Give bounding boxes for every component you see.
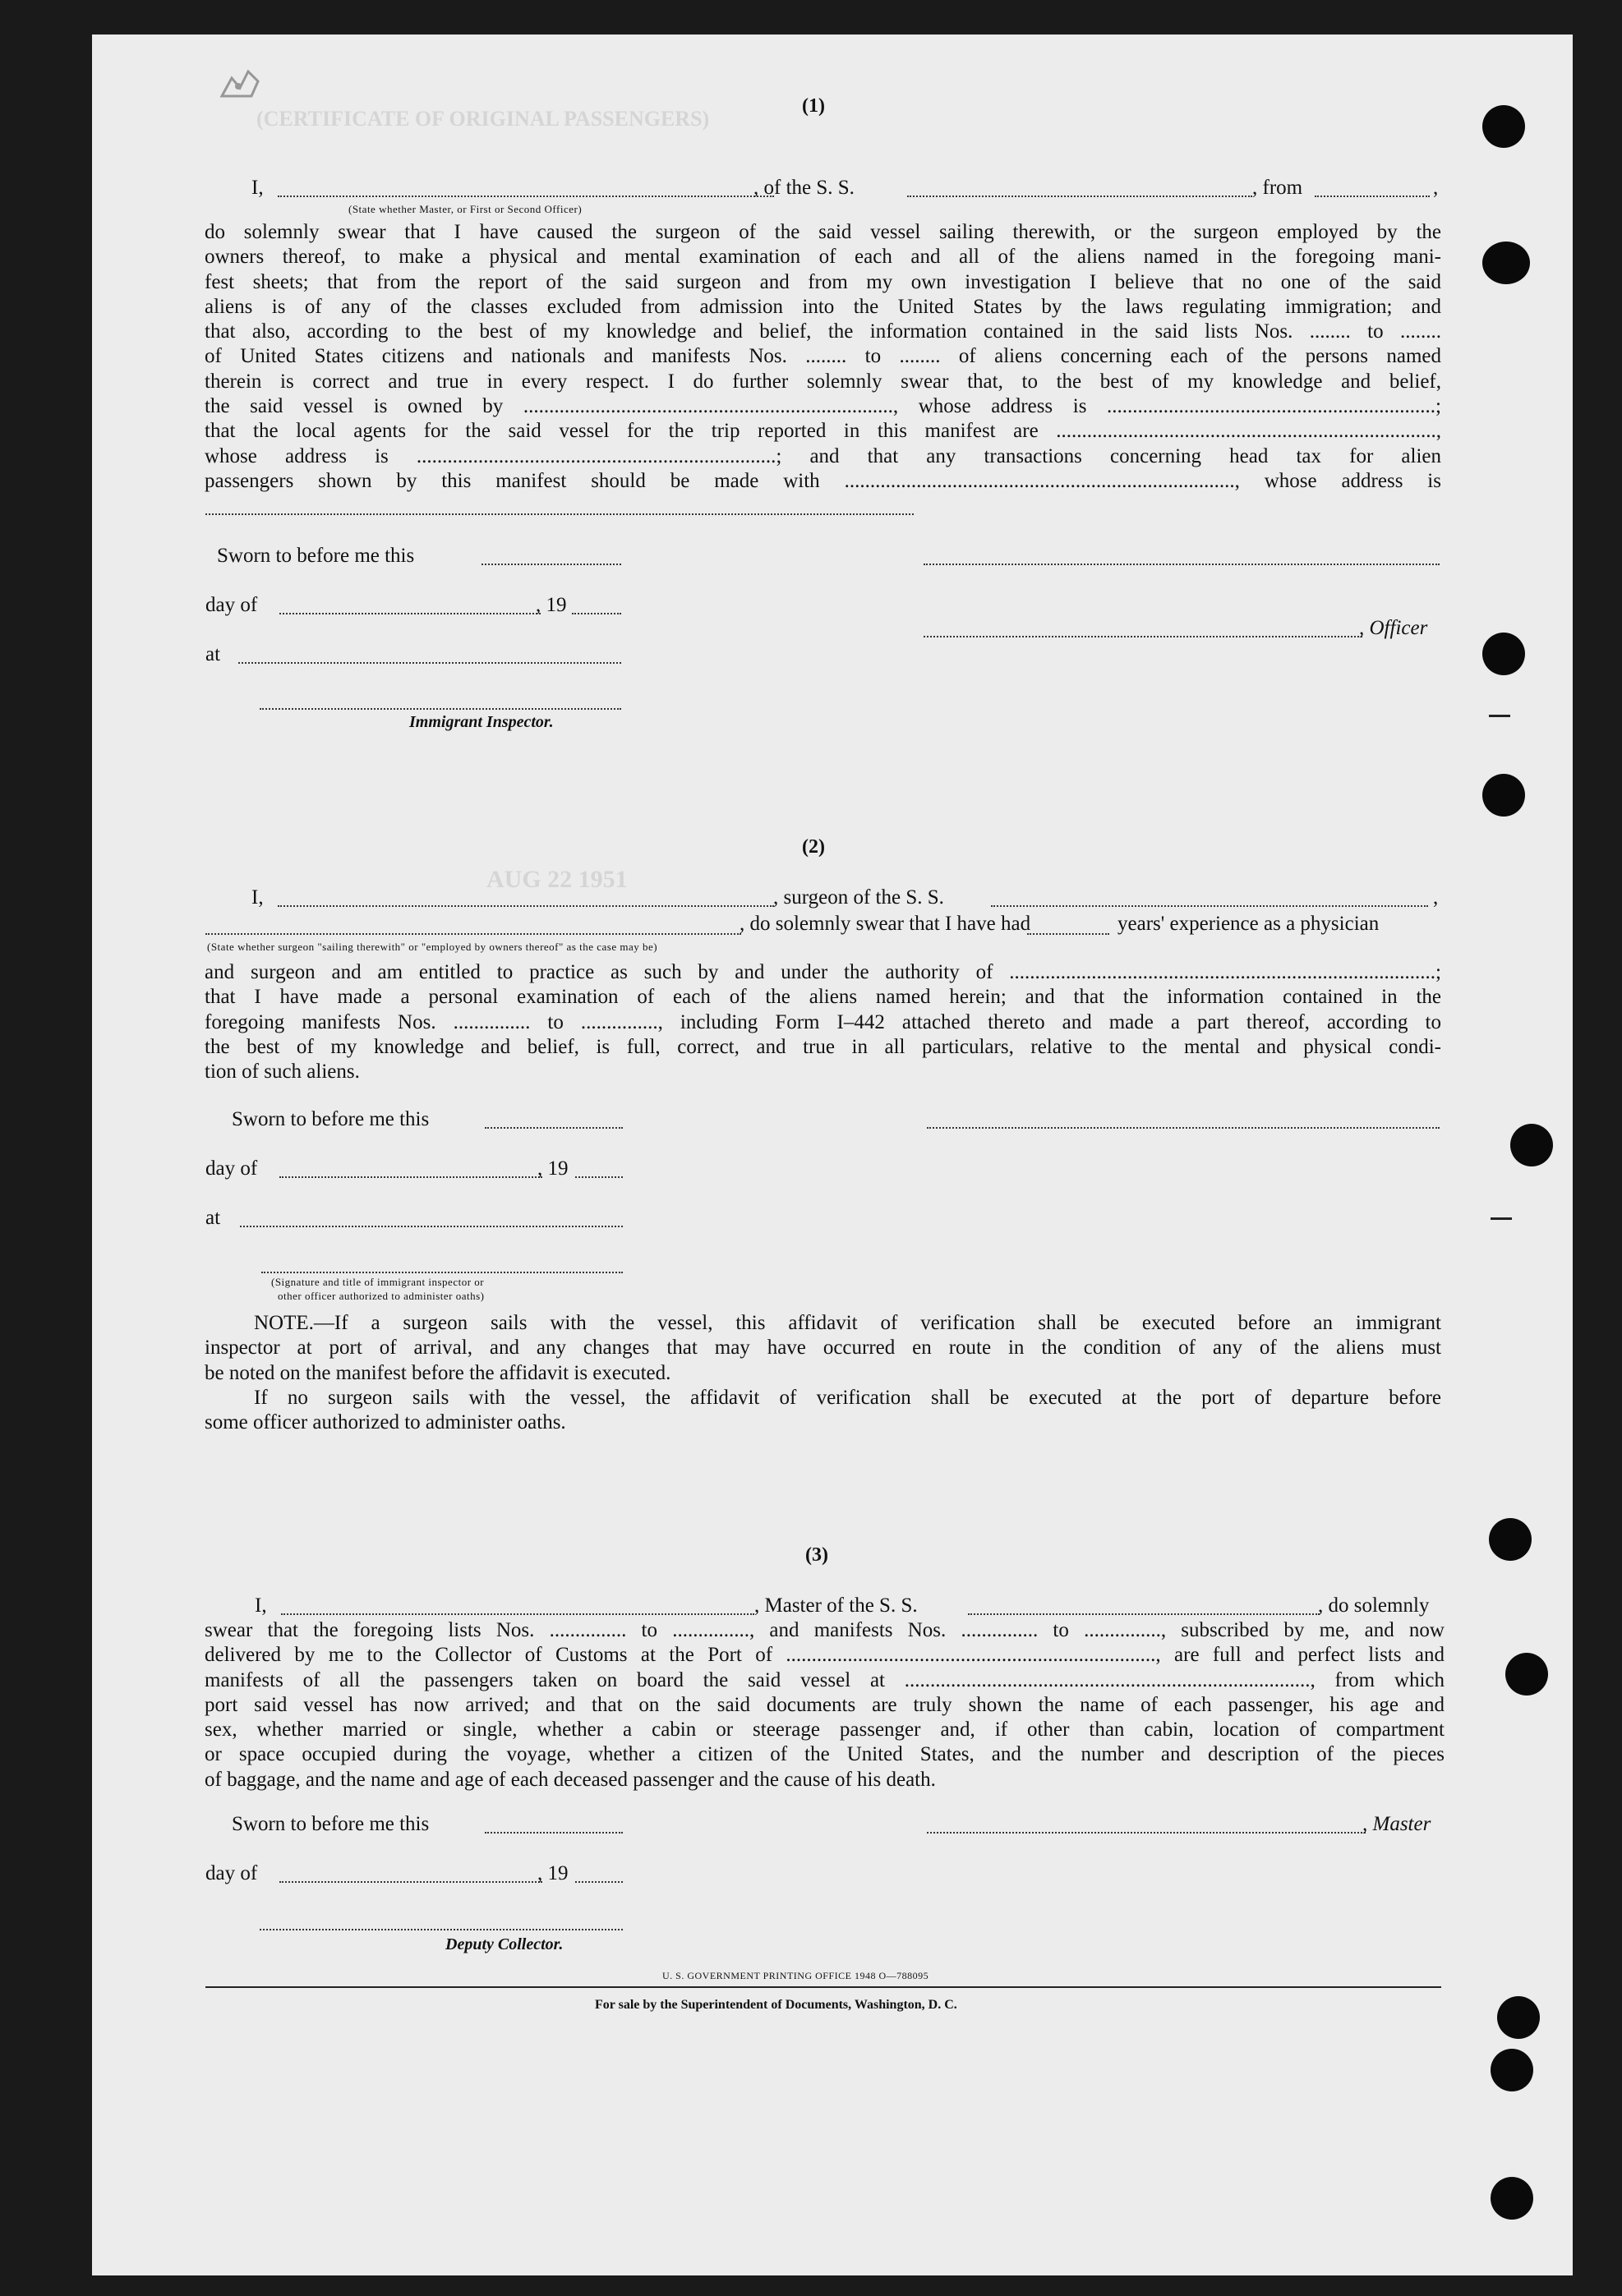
binder-hole xyxy=(1482,242,1530,284)
s1-line: that the local agents for the said vessel for the trip reported in this manifest are .........................................................................., xyxy=(205,420,1441,443)
binder-hole xyxy=(1497,1996,1540,2039)
s2-signature-note-2: other officer authorized to administer oaths) xyxy=(278,1290,485,1302)
s2-line: that I have made a personal examination of each of the aliens named herein; and that the information contained in the xyxy=(205,986,1441,1009)
s3-i-label: I, xyxy=(255,1594,267,1617)
binder-hole xyxy=(1505,1653,1548,1696)
binder-hole xyxy=(1491,2049,1533,2091)
s1-of-ss-label: , of the S. S. xyxy=(753,177,855,199)
section-2-number: (2) xyxy=(802,836,825,858)
s3-line: sex, whether married or single, whether a cabin or steerage passenger and, if other than cabin, location of compartment xyxy=(205,1719,1445,1742)
s2-years-label: years' experience as a physician xyxy=(1117,913,1380,935)
s1-officer-label: , Officer xyxy=(1359,617,1428,639)
s3-sworn-date-field[interactable] xyxy=(485,1832,623,1834)
s2-surgeon-signature-field[interactable] xyxy=(927,1127,1440,1129)
bleed-through-text: (CERTIFICATE OF ORIGINAL PASSENGERS) xyxy=(256,107,710,131)
s2-note-text xyxy=(205,1311,1441,1435)
s1-from-port-field[interactable] xyxy=(1315,196,1430,197)
section-3-number: (3) xyxy=(805,1544,828,1566)
s3-line: port said vessel has now arrived; and that on the said documents are truly shown the name of each passenger, his age and xyxy=(205,1693,1445,1716)
s1-day-of-label: day of xyxy=(205,594,258,616)
s3-year-field[interactable] xyxy=(575,1881,623,1883)
s3-line: or space occupied during the voyage, whether a citizen of the United States, and the number and description of the pieces xyxy=(205,1743,1445,1766)
s1-line: owners thereof, to make a physical and mental examination of each and all of the aliens named in the foregoing mani- xyxy=(205,246,1441,269)
s2-day-of-label: day of xyxy=(205,1157,258,1180)
s1-address-field[interactable] xyxy=(205,513,914,515)
s2-signature-note-1: (Signature and title of immigrant inspector or xyxy=(271,1276,485,1288)
s1-line: the said vessel is owned by ........................................................................, whose address is ................................................................; xyxy=(205,395,1441,418)
s3-line: manifests of all the passengers taken on board the said vessel at ..............................................................................., from which xyxy=(205,1668,1445,1691)
s2-surgeon-ss-label: , surgeon of the S. S. xyxy=(773,886,944,909)
document-page xyxy=(92,35,1573,2275)
s2-line: the best of my knowledge and belief, is full, correct, and true in all particulars, relative to the mental and physical condi- xyxy=(205,1035,1441,1058)
binder-hole xyxy=(1491,2177,1533,2220)
s2-line: foregoing manifests Nos. ............... to ..............., including Form I–442 attached thereto and made a part thereof, according to xyxy=(205,1010,1441,1033)
binder-hole xyxy=(1482,633,1525,675)
s2-years-field[interactable] xyxy=(1027,933,1109,935)
s1-at-place-field[interactable] xyxy=(238,662,621,664)
footer-rule xyxy=(205,1986,1441,1988)
s2-year-label: , 19 xyxy=(537,1157,569,1180)
s2-sworn-label: Sworn to before me this xyxy=(232,1108,430,1130)
s2-status-note: (State whether surgeon "sailing therewith" or "employed by owners thereof" as the case may be) xyxy=(207,941,658,953)
ink-stamp-mark xyxy=(215,63,265,108)
s3-master-name-field[interactable] xyxy=(281,1613,754,1615)
s1-officer-note: (State whether Master, or First or Second Officer) xyxy=(348,203,583,215)
s3-collector-signature-field[interactable] xyxy=(260,1929,623,1930)
printing-office-line: U. S. GOVERNMENT PRINTING OFFICE 1948 O—788095 xyxy=(662,1970,929,1981)
s1-line: of United States citizens and nationals and manifests Nos. ........ to ........ of aliens concerning each of the persons named xyxy=(205,345,1441,368)
s3-affidavit-text xyxy=(205,1618,1445,1792)
s2-line: and surgeon and am entitled to practice as such by and under the authority of ...................................................................................; xyxy=(205,961,1441,983)
s1-at-label: at xyxy=(205,643,221,665)
s2-note-line: some officer authorized to administer oaths. xyxy=(205,1411,566,1434)
bleed-through-stamp: AUG 22 1951 xyxy=(486,866,628,893)
s3-master-label: , Master xyxy=(1362,1813,1431,1835)
s1-from-label: , from xyxy=(1252,177,1303,199)
edge-mark xyxy=(1489,715,1510,717)
s1-year-field[interactable] xyxy=(572,613,621,614)
binder-hole xyxy=(1510,1124,1553,1166)
s1-officer-title-field[interactable] xyxy=(924,636,1362,637)
s1-year-label: , 19 xyxy=(536,594,567,616)
s2-affidavit-text xyxy=(205,960,1441,1084)
sale-notice: For sale by the Superintendent of Documents, Washington, D. C. xyxy=(595,1998,957,2012)
s3-master-signature-field[interactable] xyxy=(927,1832,1366,1834)
s1-comma: , xyxy=(1433,177,1439,199)
edge-mark xyxy=(1491,1217,1512,1220)
s3-line: delivered by me to the Collector of Customs at the Port of ........................................................................, are full and perfect lists and xyxy=(205,1644,1445,1667)
binder-hole xyxy=(1482,105,1525,148)
section-1-number: (1) xyxy=(802,95,825,117)
s1-line: fest sheets; that from the report of the said surgeon and from my own investigation I believe that no one of the said xyxy=(205,270,1441,293)
s1-line: passengers shown by this manifest should be made with ............................................................................, whose address is xyxy=(205,469,1441,492)
s3-vessel-name-field[interactable] xyxy=(968,1613,1320,1615)
s3-swear-label: , do solemnly xyxy=(1318,1594,1430,1617)
s1-i-label: I, xyxy=(251,177,264,199)
s2-inspector-signature-field[interactable] xyxy=(261,1272,623,1273)
s2-month-field[interactable] xyxy=(279,1176,542,1178)
s1-vessel-name-field[interactable] xyxy=(907,196,1252,197)
s2-line: tion of such aliens. xyxy=(205,1061,360,1084)
s3-line: swear that the foregoing lists Nos. ............... to ..............., and manifests Nos. ............... to ..............., subscribed by me, and now xyxy=(205,1619,1445,1641)
s3-master-ss-label: , Master of the S. S. xyxy=(754,1594,918,1617)
s2-note-line: inspector at port of arrival, and any changes that may have occurred en route in the condition of any of the aliens must xyxy=(205,1337,1441,1360)
s2-swear-label: , do solemnly swear that I have had xyxy=(740,913,1031,935)
s1-sworn-label: Sworn to before me this xyxy=(217,545,415,567)
s1-affidavit-text xyxy=(205,220,1441,494)
s2-i-label: I, xyxy=(251,886,264,909)
s2-at-label: at xyxy=(205,1207,221,1229)
s1-month-field[interactable] xyxy=(279,613,541,614)
s2-vessel-name-field[interactable] xyxy=(991,905,1428,907)
s3-sworn-label: Sworn to before me this xyxy=(232,1813,430,1835)
s3-year-label: , 19 xyxy=(537,1862,569,1884)
s3-day-of-label: day of xyxy=(205,1862,258,1884)
binder-hole xyxy=(1489,1518,1532,1561)
s2-note-line: be noted on the manifest before the affidavit is executed. xyxy=(205,1361,671,1384)
s1-line: aliens is of any of the classes excluded from admission into the United States by the laws regulating immigration; and xyxy=(205,295,1441,318)
s1-inspector-label: Immigrant Inspector. xyxy=(409,713,554,731)
s1-line: do solemnly swear that I have caused the surgeon of the said vessel sailing therewith, or the surgeon employed by the xyxy=(205,221,1441,243)
s3-line: of baggage, and the name and age of each deceased passenger and the cause of his death. xyxy=(205,1768,936,1791)
s2-surgeon-name-field[interactable] xyxy=(278,905,774,907)
s1-sworn-date-field[interactable] xyxy=(482,564,621,565)
s2-note-line: NOTE.—If a surgeon sails with the vessel, this affidavit of verification shall be executed before an immigrant xyxy=(254,1312,1441,1334)
s2-sworn-date-field[interactable] xyxy=(485,1127,623,1129)
s3-collector-label: Deputy Collector. xyxy=(445,1935,564,1953)
s3-month-field[interactable] xyxy=(279,1881,542,1883)
s1-line: that also, according to the best of my knowledge and belief, the information contained in the said lists Nos. ........ to ........ xyxy=(205,320,1441,343)
s2-at-place-field[interactable] xyxy=(240,1226,623,1227)
s1-line: whose address is ......................................................................; and that any transactions concerning head tax for alien xyxy=(205,444,1441,467)
s1-line: therein is correct and true in every respect. I do further solemnly swear that, to the best of my knowledge and belief, xyxy=(205,370,1441,393)
binder-hole xyxy=(1482,774,1525,817)
s2-year-field[interactable] xyxy=(575,1176,623,1178)
s1-officer-signature-field[interactable] xyxy=(924,564,1440,565)
s2-comma: , xyxy=(1433,886,1439,909)
s2-note-line: If no surgeon sails with the vessel, the affidavit of verification shall be executed at the port of departure before xyxy=(254,1386,1441,1409)
